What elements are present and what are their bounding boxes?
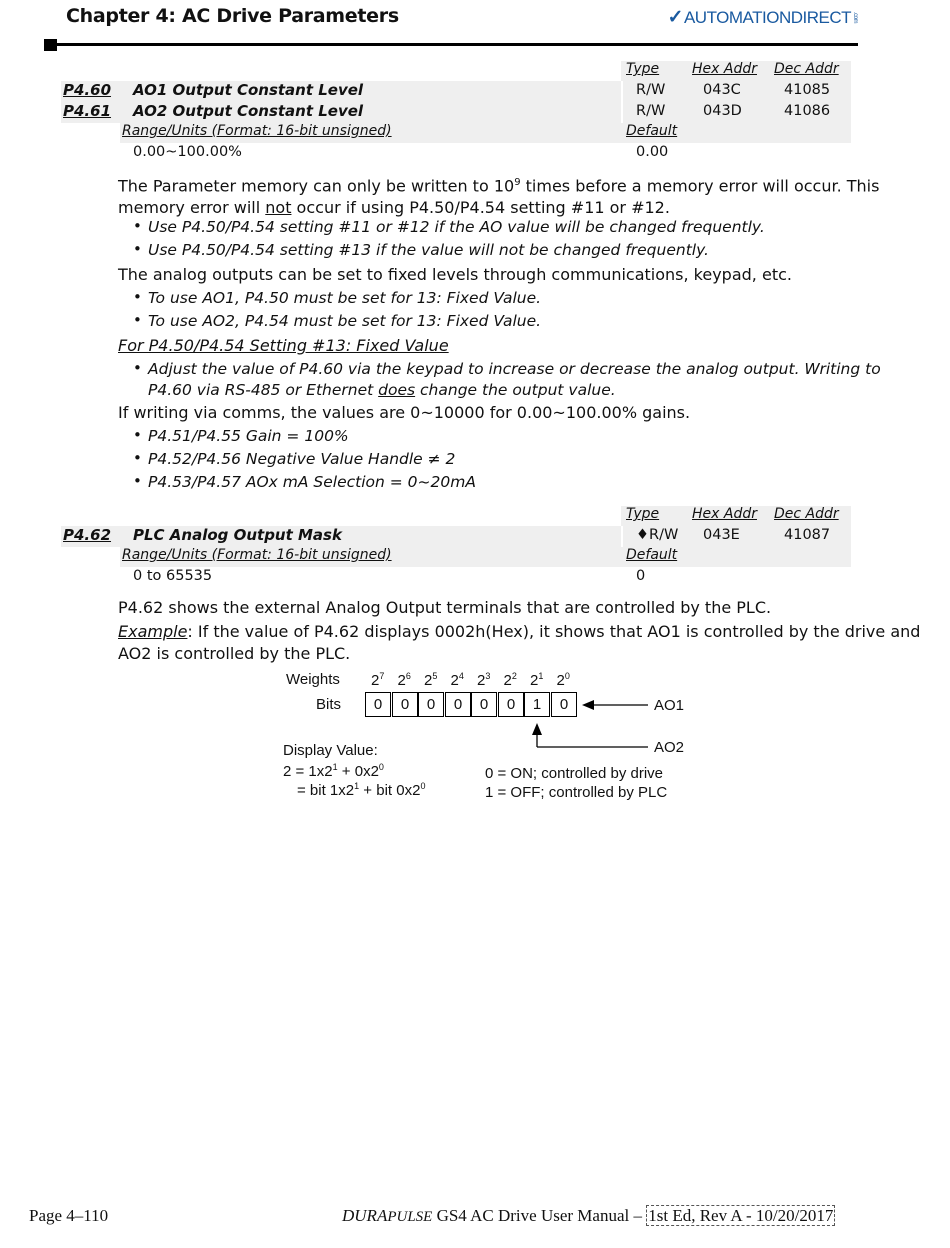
subheading: For P4.50/P4.54 Setting #13: Fixed Value — [118, 336, 449, 355]
col-dec-header: Dec Addr — [774, 61, 839, 77]
bullet-icon: • — [133, 472, 142, 490]
manual-title: DURAPULSE GS4 AC Drive User Manual – 1st Ed, Rev A - 10/20/2017 — [342, 1206, 834, 1225]
default-label: Default — [626, 547, 678, 563]
bit-cell: 0 — [471, 692, 497, 717]
list-item: Adjust the value of P4.60 via the keypad to increase or decrease the analog output. Writing to P4.60 via RS-485 or Ethernet does change the output value. — [148, 360, 881, 399]
weight-label: $2^6$ — [397, 671, 411, 689]
weight-label: $2^5$ — [424, 671, 438, 689]
weight-label: $2^7$ — [371, 671, 385, 689]
list-item: To use AO1, P4.50 must be set for 13: Fixed Value. — [148, 289, 542, 307]
param-type: R/W — [636, 82, 666, 98]
list-item: P4.51/P4.55 Gain = 100% — [148, 427, 349, 445]
param-hex: 043E — [703, 527, 740, 543]
example-paragraph: Example: If the value of P4.62 displays 0002h(Hex), it shows that AO1 is controlled by the drive and AO2 is controlled by the PLC. — [118, 622, 921, 663]
mask-paragraph: P4.62 shows the external Analog Output terminals that are controlled by the PLC. — [118, 598, 772, 617]
weight-label: $2^3$ — [477, 671, 491, 689]
equation-line-2: = bit $1x2^1$ + bit $0x2^0$ — [297, 781, 426, 799]
weight-label: $2^1$ — [530, 671, 544, 689]
range-units-label: Range/Units (Format: 16-bit unsigned) — [122, 123, 392, 139]
bit-cell: 1 — [524, 692, 550, 717]
bit-cell: 0 — [445, 692, 471, 717]
list-item: Use P4.50/P4.54 setting #11 or #12 if the AO value will be changed frequently. — [148, 218, 765, 236]
bit-cell: 0 — [392, 692, 418, 717]
automationdirect-logo — [668, 6, 858, 29]
range-units-label: Range/Units (Format: 16-bit unsigned) — [122, 547, 392, 563]
weight-label: $2^2$ — [503, 671, 517, 689]
col-hex-header: Hex Addr — [692, 61, 757, 77]
param-dec: 41086 — [784, 103, 831, 119]
bullet-icon: • — [133, 240, 142, 258]
range-value: 0 to 65535 — [133, 568, 213, 584]
range-value: 0.00~100.00% — [133, 144, 242, 160]
ao1-arrow-head — [582, 700, 594, 710]
param-hex: 043D — [703, 103, 742, 119]
weight-label: $2^4$ — [450, 671, 464, 689]
equation-line-1: $2 = 1x2^1 + 0x2^0$ — [283, 762, 384, 780]
weights-label: Weights — [286, 671, 340, 688]
bit-cell: 0 — [498, 692, 524, 717]
param-hex: 043C — [703, 82, 741, 98]
param-name: AO2 Output Constant Level — [133, 102, 364, 120]
ao2-label: AO2 — [654, 739, 685, 756]
param-type: R/W — [636, 103, 666, 119]
param-name: PLC Analog Output Mask — [133, 526, 342, 544]
default-label: Default — [626, 123, 678, 139]
logo-suffix: .com — [852, 11, 858, 23]
param-name: AO1 Output Constant Level — [133, 81, 364, 99]
list-item: To use AO2, P4.54 must be set for 13: Fixed Value. — [148, 312, 542, 330]
default-value: 0 — [636, 568, 646, 584]
param-id[interactable]: P4.60 — [63, 81, 112, 99]
bullet-icon: • — [133, 426, 142, 444]
param-id[interactable]: P4.61 — [63, 102, 112, 120]
table-gap — [621, 526, 623, 547]
display-value-label: Display Value: — [283, 742, 378, 759]
col-hex-header: Hex Addr — [692, 506, 757, 522]
memory-paragraph: The Parameter memory can only be written to $10^9$ times before a memory error will occur. This memory error will not occur if using P4.50/P4.54 setting #11 or #12. — [118, 176, 880, 218]
legend-on: 0 = ON; controlled by drive — [485, 765, 664, 782]
page-number: Page 4–110 — [29, 1206, 109, 1225]
bullet-icon: • — [133, 311, 142, 329]
list-item: Use P4.50/P4.54 setting #13 if the value will not be changed frequently. — [148, 241, 709, 259]
ao2-arrow-head — [532, 723, 542, 735]
col-dec-header: Dec Addr — [774, 506, 839, 522]
col-type-header: Type — [626, 506, 660, 522]
default-value: 0.00 — [636, 144, 669, 160]
chapter-title: Chapter 4: AC Drive Parameters — [66, 5, 399, 27]
param-id[interactable]: P4.62 — [63, 526, 112, 544]
bit-cell: 0 — [551, 692, 577, 717]
bits-label: Bits — [316, 696, 342, 713]
param-dec: 41085 — [784, 82, 831, 98]
bit-cell: 0 — [418, 692, 444, 717]
list-item: P4.52/P4.56 Negative Value Handle ≠ 2 — [148, 450, 456, 468]
weight-label: $2^0$ — [556, 671, 570, 689]
ao1-label: AO1 — [654, 697, 685, 714]
param-dec: 41087 — [784, 527, 831, 543]
bit-cell: 0 — [365, 692, 391, 717]
bullet-icon: • — [133, 359, 142, 377]
param-type: ♦R/W — [636, 527, 679, 543]
table-gap — [621, 81, 623, 123]
logo-check-icon: ✓ — [667, 7, 683, 28]
list-item: P4.53/P4.57 AOx mA Selection = 0~20mA — [148, 473, 476, 491]
bullet-icon: • — [133, 217, 142, 235]
edition-box: 1st Ed, Rev A - 10/20/2017 — [648, 1206, 834, 1225]
header-rule — [44, 43, 858, 46]
comms-paragraph: If writing via comms, the values are 0~10000 for 0.00~100.00% gains. — [118, 403, 691, 422]
fixed-levels-paragraph: The analog outputs can be set to fixed levels through communications, keypad, etc. — [118, 265, 792, 284]
legend-off: 1 = OFF; controlled by PLC — [485, 784, 668, 801]
col-type-header: Type — [626, 61, 660, 77]
bullet-icon: • — [133, 288, 142, 306]
logo-text: AUTOMATIONDIRECT — [683, 7, 851, 27]
bullet-icon: • — [133, 449, 142, 467]
